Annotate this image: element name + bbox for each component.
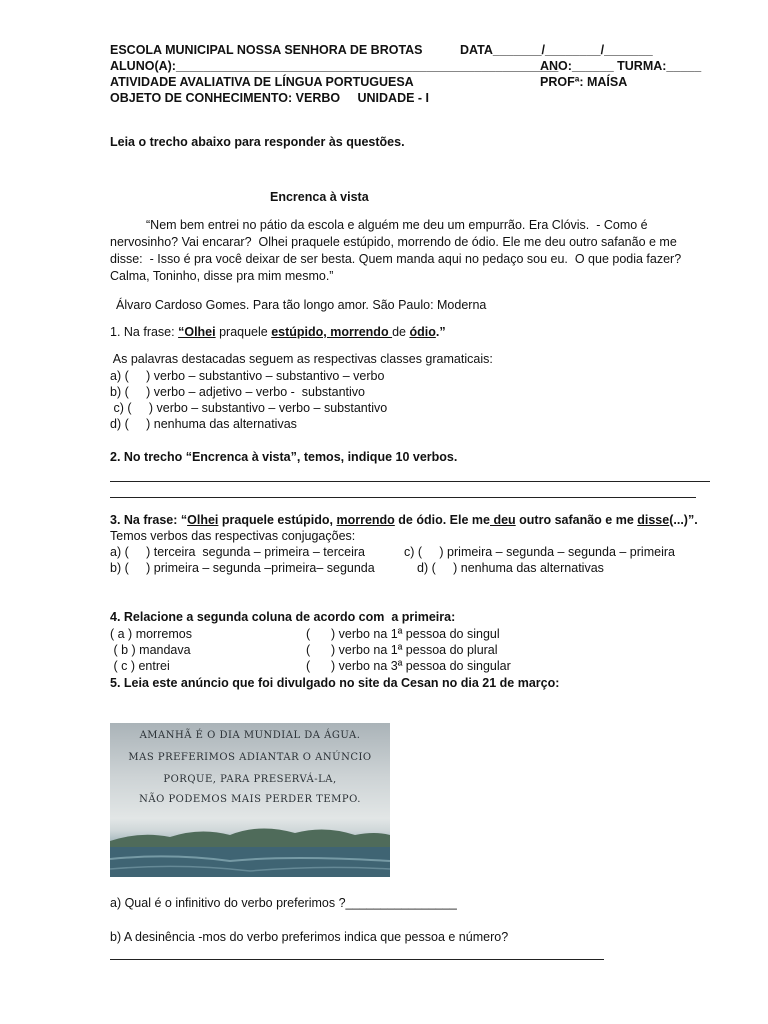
question-2: 2. No trecho “Encrenca à vista”, temos, indique 10 verbos. — [110, 450, 458, 464]
q3-option-c[interactable]: c) ( ) primeira – segunda – segunda – primeira — [404, 545, 675, 559]
excerpt-line: nervosinho? Vai encarar? Olhei praquele estúpido, morrendo de ódio. Ele me deu outro safanão e me — [110, 235, 677, 249]
q4-right-item[interactable]: ( ) verbo na 1ª pessoa do singul — [306, 627, 500, 641]
excerpt-source: Álvaro Cardoso Gomes. Para tão longo amor. São Paulo: Moderna — [116, 298, 487, 312]
q4-left-item: ( b ) mandava — [110, 643, 191, 657]
ad-line: NÃO PODEMOS MAIS PERDER TEMPO. — [139, 794, 361, 805]
school-name: ESCOLA MUNICIPAL NOSSA SENHORA DE BROTAS — [110, 43, 423, 57]
q1-option-b[interactable]: b) ( ) verbo – adjetivo – verbo - substantivo — [110, 385, 365, 399]
landscape-illustration — [110, 723, 390, 877]
question-3: 3. Na frase: “Olhei praquele estúpido, morrendo de ódio. Ele me deu outro safanão e me disse(...)”. — [110, 513, 698, 527]
teacher-name: PROFª: MAÍSA — [540, 75, 628, 89]
date-field[interactable]: DATA_______/________/_______ — [460, 43, 653, 57]
answer-line[interactable] — [110, 497, 696, 498]
ad-line: AMANHÃ É O DIA MUNDIAL DA ÁGUA. — [139, 730, 361, 741]
q3-option-a[interactable]: a) ( ) terceira segunda – primeira – terceira — [110, 545, 365, 559]
excerpt-line: disse: - Isso é pra você deixar de ser besta. Quem manda aqui no pedaço sou eu. O que podia fazer? — [110, 252, 682, 266]
question-1: 1. Na frase: “Olhei praquele estúpido, morrendo de ódio.” — [110, 325, 446, 339]
excerpt-line: “Nem bem entrei no pátio da escola e alguém me deu um empurrão. Era Clóvis. - Como é — [146, 218, 648, 232]
ad-line: PORQUE, PARA PRESERVÁ-LA, — [163, 774, 337, 785]
activity-title: ATIVIDADE AVALIATIVA DE LÍNGUA PORTUGUESA — [110, 75, 414, 89]
year-class-field[interactable]: ANO:______ TURMA:_____ — [540, 59, 702, 73]
q3-option-d[interactable]: d) ( ) nenhuma das alternativas — [417, 561, 604, 575]
q1-option-a[interactable]: a) ( ) verbo – substantivo – substantivo – verbo — [110, 369, 385, 383]
instruction: Leia o trecho abaixo para responder às questões. — [110, 135, 405, 149]
q1-option-c[interactable]: c) ( ) verbo – substantivo – verbo – substantivo — [110, 401, 388, 415]
q3-option-b[interactable]: b) ( ) primeira – segunda –primeira– segunda — [110, 561, 375, 575]
question-4: 4. Relacione a segunda coluna de acordo com a primeira: — [110, 610, 456, 624]
ad-line: MAS PREFERIMOS ADIANTAR O ANÚNCIO — [128, 752, 372, 763]
excerpt-line: Calma, Toninho, disse pra mim mesmo.” — [110, 269, 334, 283]
q4-right-item[interactable]: ( ) verbo na 3ª pessoa do singular — [306, 659, 511, 673]
q4-left-item: ( a ) morremos — [110, 627, 192, 641]
question-5b: b) A desinência -mos do verbo preferimos indica que pessoa e número? — [110, 930, 509, 944]
q4-left-item: ( c ) entrei — [110, 659, 170, 673]
question-5: 5. Leia este anúncio que foi divulgado no site da Cesan no dia 21 de março: — [110, 676, 560, 690]
question-3-prompt: Temos verbos das respectivas conjugações: — [110, 529, 356, 543]
answer-line[interactable] — [110, 959, 604, 960]
excerpt-title: Encrenca à vista — [270, 190, 369, 204]
water-day-ad-image — [110, 723, 390, 877]
question-1-prompt: As palavras destacadas seguem as respectivas classes gramaticais: — [110, 352, 493, 366]
answer-line[interactable] — [110, 481, 710, 482]
knowledge-object: OBJETO DE CONHECIMENTO: VERBO UNIDADE - I — [110, 91, 430, 105]
q1-option-d[interactable]: d) ( ) nenhuma das alternativas — [110, 417, 297, 431]
student-field[interactable]: ALUNO(A):_______________________________________________________ — [110, 59, 559, 73]
q4-right-item[interactable]: ( ) verbo na 1ª pessoa do plural — [306, 643, 498, 657]
question-5a[interactable]: a) Qual é o infinitivo do verbo preferimos ?________________ — [110, 896, 457, 910]
